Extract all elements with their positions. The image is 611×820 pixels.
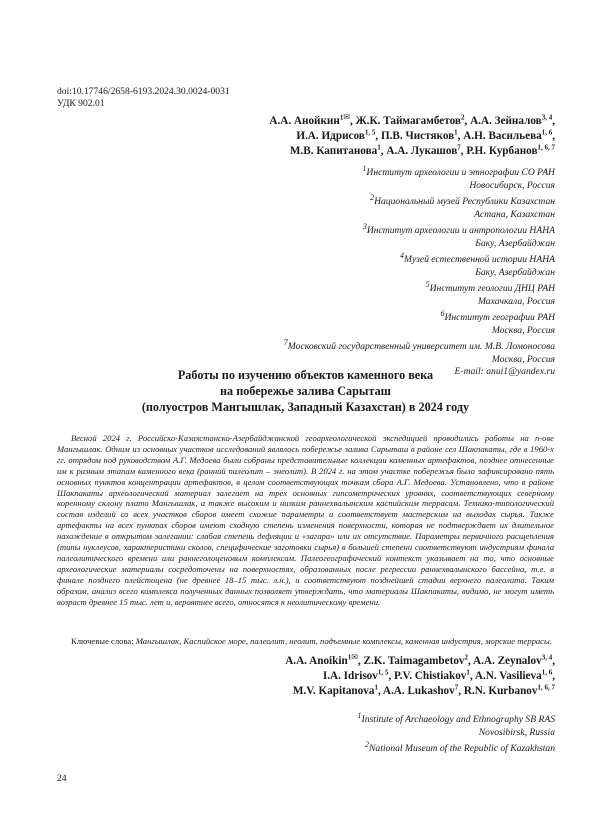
affiliation-name: [85, 192, 555, 209]
affiliation-name: [85, 250, 555, 267]
author-affiliation-marks: 2: [460, 113, 465, 122]
author-affiliation-marks: 1: [466, 668, 470, 677]
affiliation-name: [85, 337, 555, 354]
affiliation-number: 3: [362, 222, 367, 231]
author-affiliation-marks: 1: [377, 143, 381, 152]
author-name: P.V. Chistiakov: [393, 670, 467, 682]
affiliation-number: 2: [365, 740, 369, 749]
author-name: Z.K. Taimagambetov: [363, 655, 465, 667]
affiliations-ru: [85, 163, 555, 378]
affiliation-text: National Museum of the Republic of Kazakhstan: [369, 743, 555, 755]
affiliation-text: Национальный музей Республики Казахстан: [374, 196, 555, 208]
author-name: А.А. Лукашов: [386, 145, 458, 157]
author-name: A.N. Vasilieva: [474, 670, 542, 682]
author-affiliation-marks: 1: [347, 653, 352, 662]
affiliation-text: Institute of Archaeology and Ethnography SB RAS: [361, 714, 555, 726]
author-affiliation-marks: 2: [464, 653, 469, 662]
title-line: (полуостров Мангышлак, Западный Казахстан) в 2024 году: [141, 400, 470, 414]
affiliation-place: Баку, Азербайджан: [475, 237, 555, 249]
author-affiliation-marks: 7: [457, 143, 461, 152]
author-affiliation-marks: 1: [339, 113, 344, 122]
author-name: I.A. Idrisov: [322, 670, 378, 682]
affiliation-name: [85, 163, 555, 180]
author-line: I.A. Idrisov$^{1, 5}$, P.V. Chistiakov$^1$, A.N. Vasilieva$^{1, 6}$,: [322, 668, 555, 682]
affiliation-number: 2: [370, 193, 375, 202]
affiliation-text: Московский государственный университет им. М.В. Ломоносова: [287, 341, 555, 353]
authors-ru: [85, 114, 555, 159]
affiliation-text: Институт археологии и антропологии НАНА: [366, 225, 555, 237]
affiliation-place: Москва, Россия: [491, 353, 555, 365]
author-affiliation-marks: 1: [374, 683, 378, 692]
affiliation-name: [85, 308, 555, 325]
keywords-label: Ключевые слова:: [71, 636, 134, 646]
author-affiliation-marks: 3, 4: [541, 113, 553, 122]
affiliation-place: Астана, Казахстан: [474, 208, 555, 220]
author-affiliation-marks: 1, 6: [541, 128, 553, 137]
affiliation-place: Novosibirsk, Russia: [478, 726, 555, 738]
contact-email: E-mail: anui1@yandex.ru: [454, 366, 555, 377]
affiliation-place: Москва, Россия: [491, 324, 555, 336]
author-line: A.A. Anoikin$^{1✉}$, Z.K. Taimagambetov$^2$, A.A. Zeynalov$^{3, 4}$,: [285, 652, 555, 667]
doi: doi:10.17746/2658-6193.2024.30.0024-0031: [57, 86, 230, 97]
author-affiliation-marks: 1, 5: [377, 668, 389, 677]
author-name: А.А. Зейналов: [470, 115, 542, 127]
keywords: [57, 636, 554, 647]
affiliations-en: [85, 710, 555, 756]
affiliation-number: 7: [283, 338, 288, 347]
author-name: A.A. Lukashov: [382, 685, 455, 697]
affiliation-text: Институт геологии ДНЦ РАН: [429, 283, 555, 295]
affiliation-number: 6: [440, 309, 445, 318]
affiliation-text: Институт географии РАН: [444, 312, 555, 324]
article-title: [60, 367, 551, 415]
affiliation-name: [85, 710, 555, 727]
affiliation-place: Баку, Азербайджан: [475, 266, 555, 278]
affiliation-place: Махачкала, Россия: [477, 295, 555, 307]
keywords-text: Мангышлак, Каспийское море, палеолит, неолит, подъемные комплексы, каменная индустрия, морские террасы.: [135, 636, 552, 646]
affiliation-name: [85, 739, 555, 756]
title-line: на побережье залива Сарыташ: [220, 384, 391, 398]
author-affiliation-marks: 7: [454, 683, 459, 692]
affiliation-name: [85, 279, 555, 296]
envelope-icon: ✉: [351, 652, 358, 662]
author-affiliation-marks: 1: [454, 128, 458, 137]
author-name: П.В. Чистяков: [380, 130, 455, 142]
author-name: М.В. Капитанова: [289, 145, 378, 157]
author-affiliation-marks: 3, 4: [541, 653, 553, 662]
author-affiliation-marks: 1, 6, 7: [537, 143, 555, 152]
author-line: М.В. Капитанова$^1$, А.А. Лукашов$^7$, Р.Н. Курбанов$^{1, 6, 7}$: [289, 143, 555, 157]
affiliation-text: Музей естественной истории НАНА: [403, 254, 555, 266]
affiliation-place: Новосибирск, Россия: [469, 179, 555, 191]
author-affiliation-marks: 1, 6, 7: [537, 683, 555, 692]
author-line: И.А. Идрисов$^{1, 5}$, П.В. Чистяков$^1$, А.Н. Васильева$^{1, 6}$,: [296, 128, 555, 142]
author-name: A.A. Anoikin: [285, 655, 348, 667]
author-line: M.V. Kapitanova$^1$, A.A. Lukashov$^7$, R.N. Kurbanov$^{1, 6, 7}$: [292, 683, 555, 697]
udk-code: УДК 902.01: [57, 98, 105, 109]
affiliation-text: Институт археологии и этнографии СО РАН: [366, 167, 555, 179]
title-line: Работы по изучению объектов каменного века: [177, 368, 434, 382]
author-name: R.N. Kurbanov: [463, 685, 538, 697]
author-name: Р.Н. Курбанов: [466, 145, 538, 157]
affiliation-number: 4: [399, 251, 404, 260]
author-name: А.Н. Васильева: [463, 130, 542, 142]
abstract: Весной 2024 г. Российско-Казахстанско-Азербайджанской геоархеологической экспедицией проводились работы на п-ове Мангышлак. Одним из основных участков исследований являлось побережье залива Сарыташ в районе сел Шакпакаты, где в 1960-х гг. отрядом под руководством А.Г. Медоева были собраны представительные коллекции каменных артефактов, позднее отнесенные им к разным этапам каменного века (ранний палеолит – энеолит). В 2024 г. на этом участке побережья было зафиксировано пять основных пунктов концентрации артефактов, в целом соответствующих точкам сбора А.Г. Медоева. Установлено, что в районе Шакпакаты археологический материал залегает на трех основных гипсометрических уровнях, соответствующих северному коренному склону плато Мангышлак, а также высоким и низким раннехвалынским каспийским террасам. Технико-типологический состав изделий со всех участков сборов имеет схожие параметры и соответствует мастерским на выходах сырья. Также артефакты на всех пунктах сборов имеют сходную степень изменения поверхности, которая не подтверждает их длительное нахождение в открытом залегании: слабая степень дефляции и «загара» или их отсутствие. Параметры первичного расщепления (типы нуклеусов, характеристики сколов, специфические заготовки сырья) в большей степени соответствуют индустриям финала палеолитического времени или раннеголоценовым комплексам. Палеогеографический контекст указывает на то, что основные археологические материалы сосредоточены на поверхностях, образованных после регрессии раннехвалынского бассейна, т.е. в финале позднего плейстоцена (не древнее 18–15 тыс. л.н.), и соответствуют позднейшей стадии верхнего палеолита. Таким образом, анализ всего комплекса полученных данных позволяет утверждать, что материалы Шакпакаты, видимо, не могут иметь возраст древнее 15 тыс. лет и, вероятнее всего, относятся к неолитическому времени.: [57, 433, 554, 607]
author-affiliation-marks: 1, 5: [364, 128, 376, 137]
affiliation-number: 1: [357, 711, 362, 720]
page-number: 24: [57, 773, 67, 784]
affiliation-number: 1: [362, 164, 367, 173]
author-name: А.А. Анойкин: [269, 115, 340, 127]
author-name: Ж.К. Таймагамбетов: [355, 115, 461, 127]
envelope-icon: ✉: [343, 112, 351, 122]
affiliation-number: 5: [425, 280, 430, 289]
author-name: И.А. Идрисов: [296, 130, 365, 142]
author-name: A.A. Zeynalov: [473, 655, 542, 667]
author-name: M.V. Kapitanova: [292, 685, 375, 697]
author-affiliation-marks: 1, 6: [541, 668, 553, 677]
affiliation-name: [85, 221, 555, 238]
authors-en: [85, 654, 555, 699]
author-line: А.А. Анойкин$^{1✉}$, Ж.К. Таймагамбетов$^2$, А.А. Зейналов$^{3, 4}$,: [269, 112, 555, 127]
